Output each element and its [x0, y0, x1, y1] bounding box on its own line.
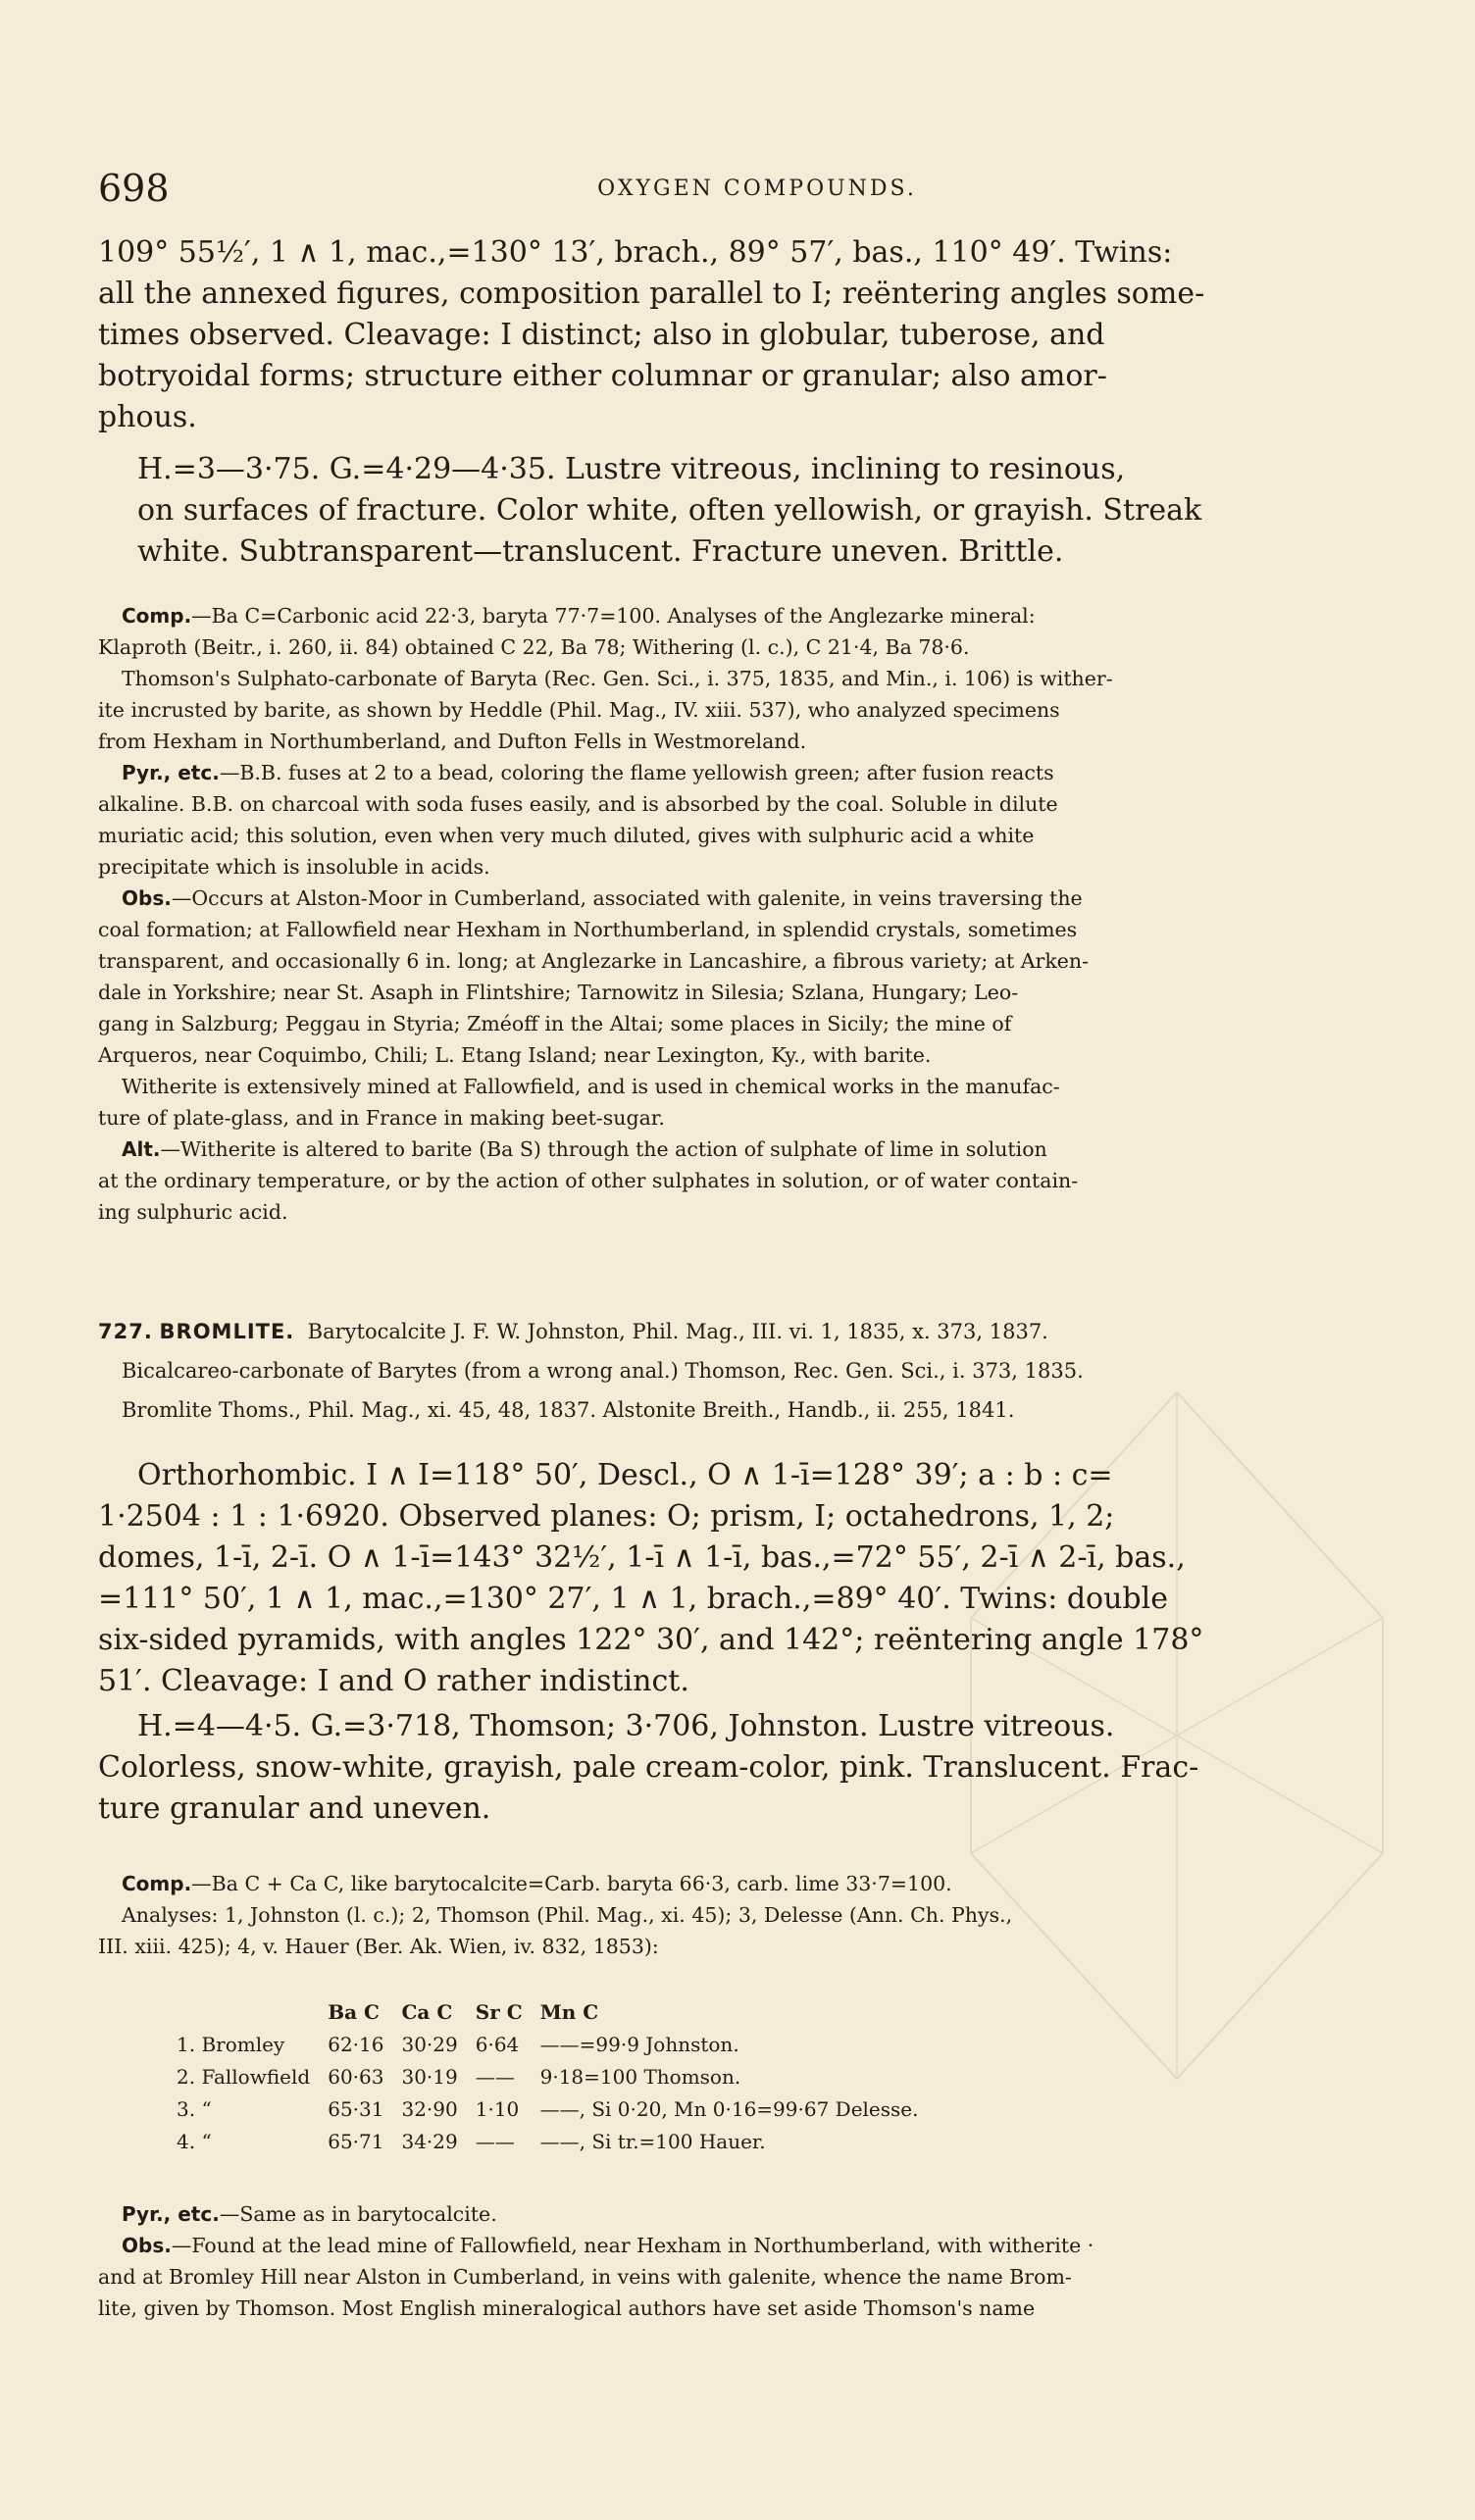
- bromlite-observations: Obs.—Found at the lead mine of Fallowfield, near Hexham in Northumberland, with witherite · and at Bromley Hill near Alston in Cumberland, in veins with galenite, whence the name Brom- lite, given by Thomson. Most English mineralogical authors have set aside Thomson's name: [98, 2234, 1094, 2320]
- comp-label: Comp.: [122, 1872, 192, 1895]
- witherite-composition: Comp.—Ba C=Carbonic acid 22·3, baryta 77·7=100. Analyses of the Anglezarke mineral: Klaproth (Beitr., i. 260, ii. 84) obtained C 22, Ba 78; Withering (l. c.), C 21·4, Ba 78·6.: [98, 604, 1036, 659]
- header-cell: Ba C: [328, 1999, 380, 2024]
- running-title: OXYGEN COMPOUNDS.: [597, 176, 917, 201]
- alt-label: Alt.: [122, 1137, 161, 1161]
- witherite-alteration: Alt.—Witherite is altered to barite (Ba S) through the action of sulphate of lime in solution at the ordinary temperature, or by the action of other sulphates in solution, or of water contain- ing sulphuric acid.: [98, 1137, 1079, 1224]
- witherite-crystal-paragraph: 109° 55½′, 1 ∧ 1, mac.,=130° 13′, brach., 89° 57′, bas., 110° 49′. Twins: all the annexed figures, composition parallel to I; reëntering angles some- times observed. Cleavage: I distinct; also in globular, tuberose, and botryoidal forms; structure either columnar or granular; also amor- phous.: [98, 235, 1205, 434]
- witherite-mining-note: Witherite is extensively mined at Fallowfield, and is used in chemical works in the manufac- ture of plate-glass, and in France in making beet-sugar.: [98, 1075, 1060, 1130]
- bromlite-pyrognostics: Pyr., etc.—Same as in barytocalcite.: [122, 2202, 497, 2226]
- header-cell: Ca C: [401, 1999, 453, 2024]
- header-cell: Sr C: [475, 1999, 523, 2024]
- obs-label: Obs.: [122, 886, 172, 910]
- table-row: 1. Bromley 62·16 30·29 6·64 ——=99·9 Johnston.: [177, 2032, 739, 2056]
- witherite-pyrognostics: Pyr., etc.—B.B. fuses at 2 to a bead, coloring the flame yellowish green; after fusion reacts alkaline. B.B. on charcoal with soda fuses easily, and is absorbed by the coal. Soluble in dilute muriatic acid; this solution, even when very much diluted, gives with sulphuric acid a white precipitate which is insoluble in acids.: [98, 761, 1058, 879]
- table-row: 3. “ 65·31 32·90 1·10 ——, Si 0·20, Mn 0·16=99·67 Delesse.: [177, 2096, 919, 2121]
- witherite-thomson-note: Thomson's Sulphato-carbonate of Baryta (Rec. Gen. Sci., i. 375, 1835, and Min., i. 106) is wither- ite incrusted by barite, as shown by Heddle (Phil. Mag., IV. xiii. 537), who analyzed specimens from Hexham in Northumberland, and Dufton Fells in Westmoreland.: [98, 667, 1113, 753]
- table-row: 4. “ 65·71 34·29 —— ——, Si tr.=100 Hauer.: [177, 2129, 766, 2153]
- witherite-observations: Obs.—Occurs at Alston-Moor in Cumberland, associated with galenite, in veins traversing the coal formation; at Fallowfield near Hexham in Northumberland, in splendid crystals, sometimes transparent, and occasionally 6 in. long; at Anglezarke in Lancashire, a fibrous variety; at Arken- dale in Yorkshire; near St. Asaph in Flintshire; Tarnowitz in Silesia; Szlana, Hungary; Leo- gang in Salzburg; Peggau in Styria; Zméoff in the Altai; some places in Sicily; the mine of Arqueros, near Coquimbo, Chili; L. Etang Island; near Lexington, Ky., with barite.: [98, 886, 1090, 1067]
- page-header: [98, 167, 1416, 210]
- bromlite-composition: Comp.—Ba C + Ca C, like barytocalcite=Carb. baryta 66·3, carb. lime 33·7=100. Analyses: 1, Johnston (l. c.); 2, Thomson (Phil. Mag., xi. 45); 3, Delesse (Ann. Ch. Phys., III. xiii. 425); 4, v. Hauer (Ber. Ak. Wien, iv. 832, 1853):: [98, 1872, 1013, 1958]
- header-cell: Mn C: [539, 1999, 599, 2024]
- bromlite-crystal-paragraph: Orthorhombic. I ∧ I=118° 50′, Descl., O ∧ 1-ī=128° 39′; a : b : c= 1·2504 : 1 : 1·6920. Observed planes: O; prism, I; octahedrons, 1, 2; domes, 1-ī, 2-ī. O ∧ 1-ī=143° 32½′, 1-ī ∧ 1-ī, bas.,=72° 55′, 2-ī ∧ 2-ī, bas., =111° 50′, 1 ∧ 1, mac.,=130° 27′, 1 ∧ 1, brach.,=89° 40′. Twins: double six-sided pyramids, with angles 122° 30′, and 142°; reëntering angle 178° 51′. Cleavage: I and O rather indistinct.: [98, 1458, 1204, 1698]
- bromlite-heading: 727. BROMLITE. Barytocalcite J. F. W. Johnston, Phil. Mag., III. vi. 1, 1835, x. 373, 1837. Bicalcareo-carbonate of Barytes (from a wrong anal.) Thomson, Rec. Gen. Sci., i. 373, 1835. Bromlite Thoms., Phil. Mag., xi. 45, 48, 1837. Alstonite Breith., Handb., ii. 255, 1841.: [98, 1320, 1084, 1422]
- table-header-row: [177, 1995, 936, 2028]
- pyr-label: Pyr., etc.: [122, 2202, 220, 2226]
- table-row: 2. Fallowfield 60·63 30·19 —— 9·18=100 Thomson.: [177, 2064, 741, 2089]
- witherite-properties-paragraph: H.=3—3·75. G.=4·29—4·35. Lustre vitreous, inclining to resinous, on surfaces of fracture. Color white, often yellowish, or grayish. Streak white. Subtransparent—translucent. Fracture uneven. Brittle.: [137, 452, 1202, 569]
- obs-label: Obs.: [122, 2234, 172, 2257]
- species-number: 727.: [98, 1320, 153, 1343]
- header-cell: [177, 1995, 328, 2028]
- comp-label: Comp.: [122, 604, 192, 628]
- page-number: 698: [98, 167, 170, 210]
- bromlite-properties-paragraph: H.=4—4·5. G.=3·718, Thomson; 3·706, Johnston. Lustre vitreous. Colorless, snow-white, grayish, pale cream-color, pink. Translucent. Frac- ture granular and uneven.: [98, 1709, 1199, 1826]
- pyr-label: Pyr., etc.: [122, 761, 220, 784]
- analyses-table: [177, 1995, 936, 2157]
- species-name: BROMLITE.: [159, 1320, 295, 1343]
